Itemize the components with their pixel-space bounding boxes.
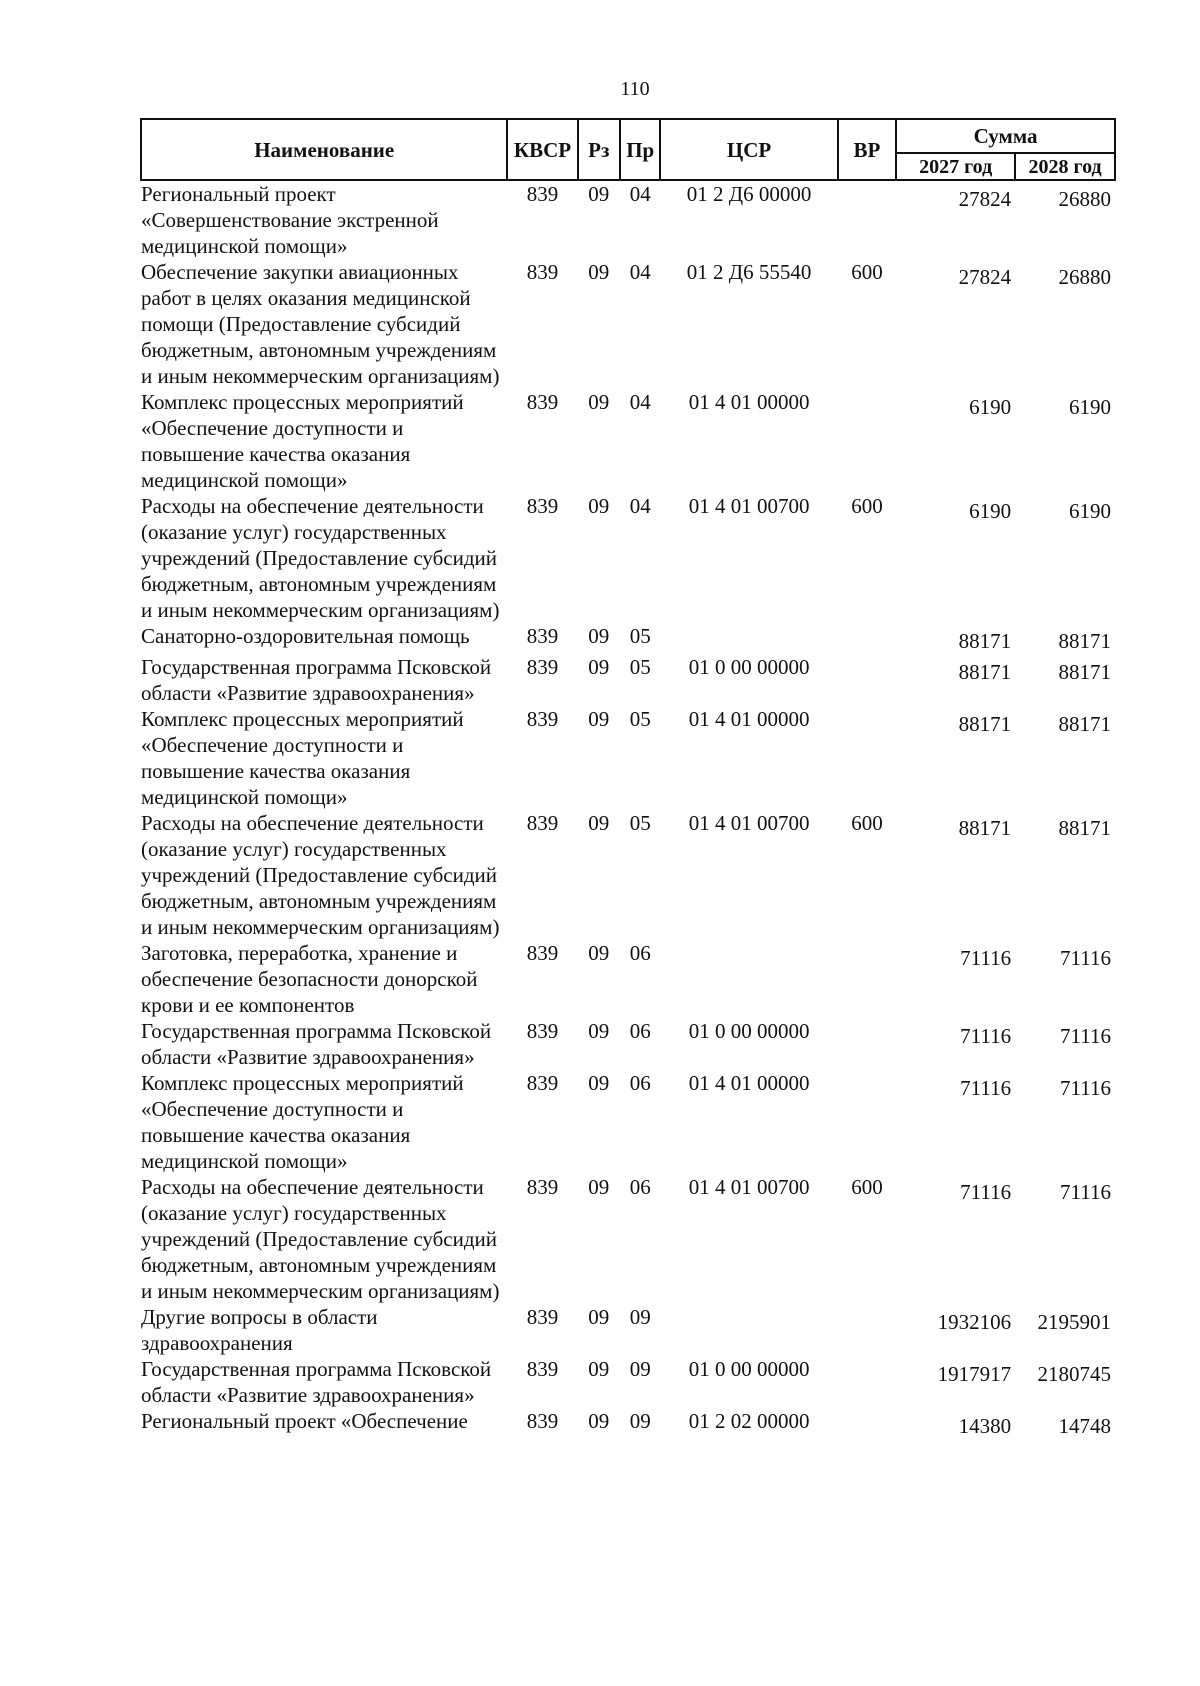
- cell-2028: 88171: [1058, 712, 1111, 736]
- cell-vr: 600: [851, 1175, 883, 1199]
- cell-name: Государственная программа Псковской области «Развитие здравоохранения»: [141, 1019, 492, 1069]
- cell-csr: 01 0 00 00000: [688, 1019, 810, 1043]
- cell-kvsr: 839: [526, 1175, 559, 1199]
- cell-2028: 71116: [1060, 1180, 1111, 1204]
- table-body: [141, 180, 1115, 1439]
- cell-2027: 88171: [958, 660, 1012, 684]
- cell-name: Государственная программа Псковской области «Развитие здравоохранения»: [141, 655, 492, 705]
- cell-rz: 09: [588, 1357, 610, 1381]
- cell-name: Санаторно-оздоровительная помощь: [141, 624, 470, 648]
- cell-pr: 06: [629, 1019, 651, 1043]
- cell-kvsr: 839: [526, 494, 559, 518]
- cell-name: Комплекс процессных мероприятий «Обеспечение доступности и повышение качества оказания медицинской помощи»: [141, 390, 464, 492]
- cell-rz: 09: [588, 1071, 610, 1095]
- cell-kvsr: 839: [526, 811, 559, 835]
- cell-2028: 6190: [1069, 499, 1111, 523]
- table-row: [141, 940, 1115, 1018]
- cell-2027: 1917917: [937, 1362, 1012, 1386]
- cell-name: Расходы на обеспечение деятельности (оказание услуг) государственных учреждений (Предоставление субсидий бюджетным, автономным учреждениям и иным некоммерческим организациям): [141, 1175, 500, 1303]
- header-csr: ЦСР: [660, 119, 837, 180]
- cell-rz: 09: [588, 1175, 610, 1199]
- table-row: [141, 654, 1115, 706]
- cell-vr: [838, 389, 896, 493]
- cell-name: Обеспечение закупки авиационных работ в целях оказания медицинской помощи (Предоставление субсидий бюджетным, автономным учреждениям и иным некоммерческим организациям): [141, 260, 500, 388]
- cell-pr: 06: [629, 1175, 651, 1199]
- cell-kvsr: 839: [526, 707, 559, 731]
- cell-vr: [838, 1408, 896, 1439]
- cell-csr: 01 2 Д6 55540: [686, 260, 812, 284]
- cell-2028: 88171: [1058, 816, 1111, 840]
- cell-csr: [660, 1304, 837, 1356]
- cell-2027: 88171: [958, 629, 1012, 653]
- cell-2028: 88171: [1058, 629, 1111, 653]
- table-row: [141, 1408, 1115, 1439]
- cell-kvsr: 839: [526, 1305, 559, 1329]
- table-row: [141, 1304, 1115, 1356]
- cell-rz: 09: [588, 707, 610, 731]
- cell-2027: 88171: [958, 712, 1012, 736]
- cell-name: Государственная программа Псковской области «Развитие здравоохранения»: [141, 1357, 492, 1407]
- cell-2028: 71116: [1060, 1024, 1111, 1048]
- cell-name: Расходы на обеспечение деятельности (оказание услуг) государственных учреждений (Предоставление субсидий бюджетным, автономным учреждениям и иным некоммерческим организациям): [141, 811, 500, 939]
- cell-csr: 01 4 01 00000: [688, 707, 810, 731]
- cell-2027: 71116: [960, 946, 1012, 970]
- table-row: [141, 1070, 1115, 1174]
- cell-kvsr: 839: [526, 1357, 559, 1381]
- cell-kvsr: 839: [526, 390, 559, 414]
- cell-2028: 88171: [1058, 660, 1111, 684]
- header-vr: ВР: [838, 119, 896, 180]
- cell-2027: 71116: [960, 1024, 1012, 1048]
- cell-csr: 01 2 02 00000: [688, 1409, 810, 1433]
- cell-2027: 27824: [958, 187, 1012, 211]
- header-2028: 2028 год: [1015, 153, 1115, 180]
- cell-kvsr: 839: [526, 941, 559, 965]
- cell-pr: 04: [629, 260, 651, 284]
- cell-pr: 04: [629, 494, 651, 518]
- cell-kvsr: 839: [526, 182, 559, 206]
- table-row: [141, 259, 1115, 389]
- cell-vr: [838, 180, 896, 259]
- cell-rz: 09: [588, 390, 610, 414]
- table-row: [141, 623, 1115, 654]
- cell-pr: 06: [629, 941, 651, 965]
- cell-rz: 09: [588, 1019, 610, 1043]
- cell-vr: [838, 1070, 896, 1174]
- cell-pr: 05: [629, 624, 651, 648]
- header-kvsr: КВСР: [507, 119, 577, 180]
- cell-name: Комплекс процессных мероприятий «Обеспечение доступности и повышение качества оказания медицинской помощи»: [141, 707, 464, 809]
- table-row: [141, 1356, 1115, 1408]
- cell-pr: 05: [629, 811, 651, 835]
- cell-rz: 09: [588, 941, 610, 965]
- cell-csr: 01 0 00 00000: [688, 655, 810, 679]
- cell-name: Региональный проект «Совершенствование экстренной медицинской помощи»: [141, 182, 439, 258]
- cell-2027: 71116: [960, 1180, 1012, 1204]
- cell-2028: 71116: [1060, 1076, 1111, 1100]
- cell-name: Заготовка, переработка, хранение и обеспечение безопасности донорской крови и ее компонентов: [141, 941, 478, 1017]
- cell-vr: [838, 1018, 896, 1070]
- cell-pr: 05: [629, 655, 651, 679]
- cell-vr: [838, 940, 896, 1018]
- cell-2027: 88171: [958, 816, 1012, 840]
- cell-kvsr: 839: [526, 260, 559, 284]
- cell-rz: 09: [588, 494, 610, 518]
- cell-pr: 09: [629, 1305, 651, 1329]
- cell-pr: 05: [629, 707, 651, 731]
- cell-rz: 09: [588, 260, 610, 284]
- cell-vr: [838, 1356, 896, 1408]
- cell-rz: 09: [588, 1305, 610, 1329]
- table-row: [141, 1018, 1115, 1070]
- header-2027: 2027 год: [896, 153, 1015, 180]
- cell-kvsr: 839: [526, 1409, 559, 1433]
- cell-csr: 01 4 01 00000: [688, 390, 810, 414]
- cell-name: Комплекс процессных мероприятий «Обеспечение доступности и повышение качества оказания медицинской помощи»: [141, 1071, 464, 1173]
- cell-vr: [838, 706, 896, 810]
- cell-2028: 26880: [1058, 265, 1111, 289]
- cell-rz: 09: [588, 624, 610, 648]
- cell-rz: 09: [588, 655, 610, 679]
- cell-2028: 6190: [1069, 395, 1111, 419]
- cell-2027: 6190: [969, 499, 1012, 523]
- cell-csr: [660, 940, 837, 1018]
- cell-name: Другие вопросы в области здравоохранения: [141, 1305, 378, 1355]
- cell-csr: 01 4 01 00700: [688, 494, 810, 518]
- cell-2028: 2180745: [1037, 1362, 1111, 1386]
- cell-vr: [838, 623, 896, 654]
- cell-2027: 71116: [960, 1076, 1012, 1100]
- table-row: [141, 493, 1115, 623]
- cell-2027: 6190: [969, 395, 1012, 419]
- cell-csr: 01 4 01 00000: [688, 1071, 810, 1095]
- table-row: [141, 1174, 1115, 1304]
- cell-name: Региональный проект «Обеспечение: [141, 1409, 468, 1433]
- cell-pr: 09: [629, 1357, 651, 1381]
- cell-kvsr: 839: [526, 624, 559, 648]
- header-name: Наименование: [141, 119, 507, 180]
- table-row: [141, 810, 1115, 940]
- header-sum: Сумма: [896, 119, 1115, 153]
- cell-csr: 01 4 01 00700: [688, 1175, 810, 1199]
- cell-2028: 14748: [1058, 1414, 1111, 1438]
- cell-2028: 71116: [1060, 946, 1111, 970]
- cell-kvsr: 839: [526, 1071, 559, 1095]
- cell-2027: 1932106: [937, 1310, 1012, 1334]
- cell-name: Расходы на обеспечение деятельности (оказание услуг) государственных учреждений (Предоставление субсидий бюджетным, автономным учреждениям и иным некоммерческим организациям): [141, 494, 500, 622]
- cell-pr: 04: [629, 182, 651, 206]
- table-row: [141, 389, 1115, 493]
- cell-rz: 09: [588, 1409, 610, 1433]
- cell-vr: [838, 1304, 896, 1356]
- header-pr: Пр: [620, 119, 660, 180]
- cell-rz: 09: [588, 811, 610, 835]
- cell-pr: 09: [629, 1409, 651, 1433]
- budget-table: [140, 118, 1116, 1439]
- cell-2027: 14380: [958, 1414, 1012, 1438]
- cell-2028: 2195901: [1037, 1310, 1111, 1334]
- cell-vr: 600: [851, 811, 883, 835]
- cell-csr: 01 4 01 00700: [688, 811, 810, 835]
- cell-vr: [838, 654, 896, 706]
- cell-vr: 600: [851, 260, 883, 284]
- cell-csr: 01 2 Д6 00000: [686, 182, 812, 206]
- cell-vr: 600: [851, 494, 883, 518]
- cell-2027: 27824: [958, 265, 1012, 289]
- table-row: [141, 180, 1115, 259]
- cell-rz: 09: [588, 182, 610, 206]
- page-number: 110: [620, 78, 650, 100]
- cell-pr: 06: [629, 1071, 651, 1095]
- cell-csr: [660, 623, 837, 654]
- cell-kvsr: 839: [526, 655, 559, 679]
- cell-kvsr: 839: [526, 1019, 559, 1043]
- cell-2028: 26880: [1058, 187, 1111, 211]
- table-row: [141, 706, 1115, 810]
- cell-csr: 01 0 00 00000: [688, 1357, 810, 1381]
- cell-pr: 04: [629, 390, 651, 414]
- header-rz: Рз: [578, 119, 620, 180]
